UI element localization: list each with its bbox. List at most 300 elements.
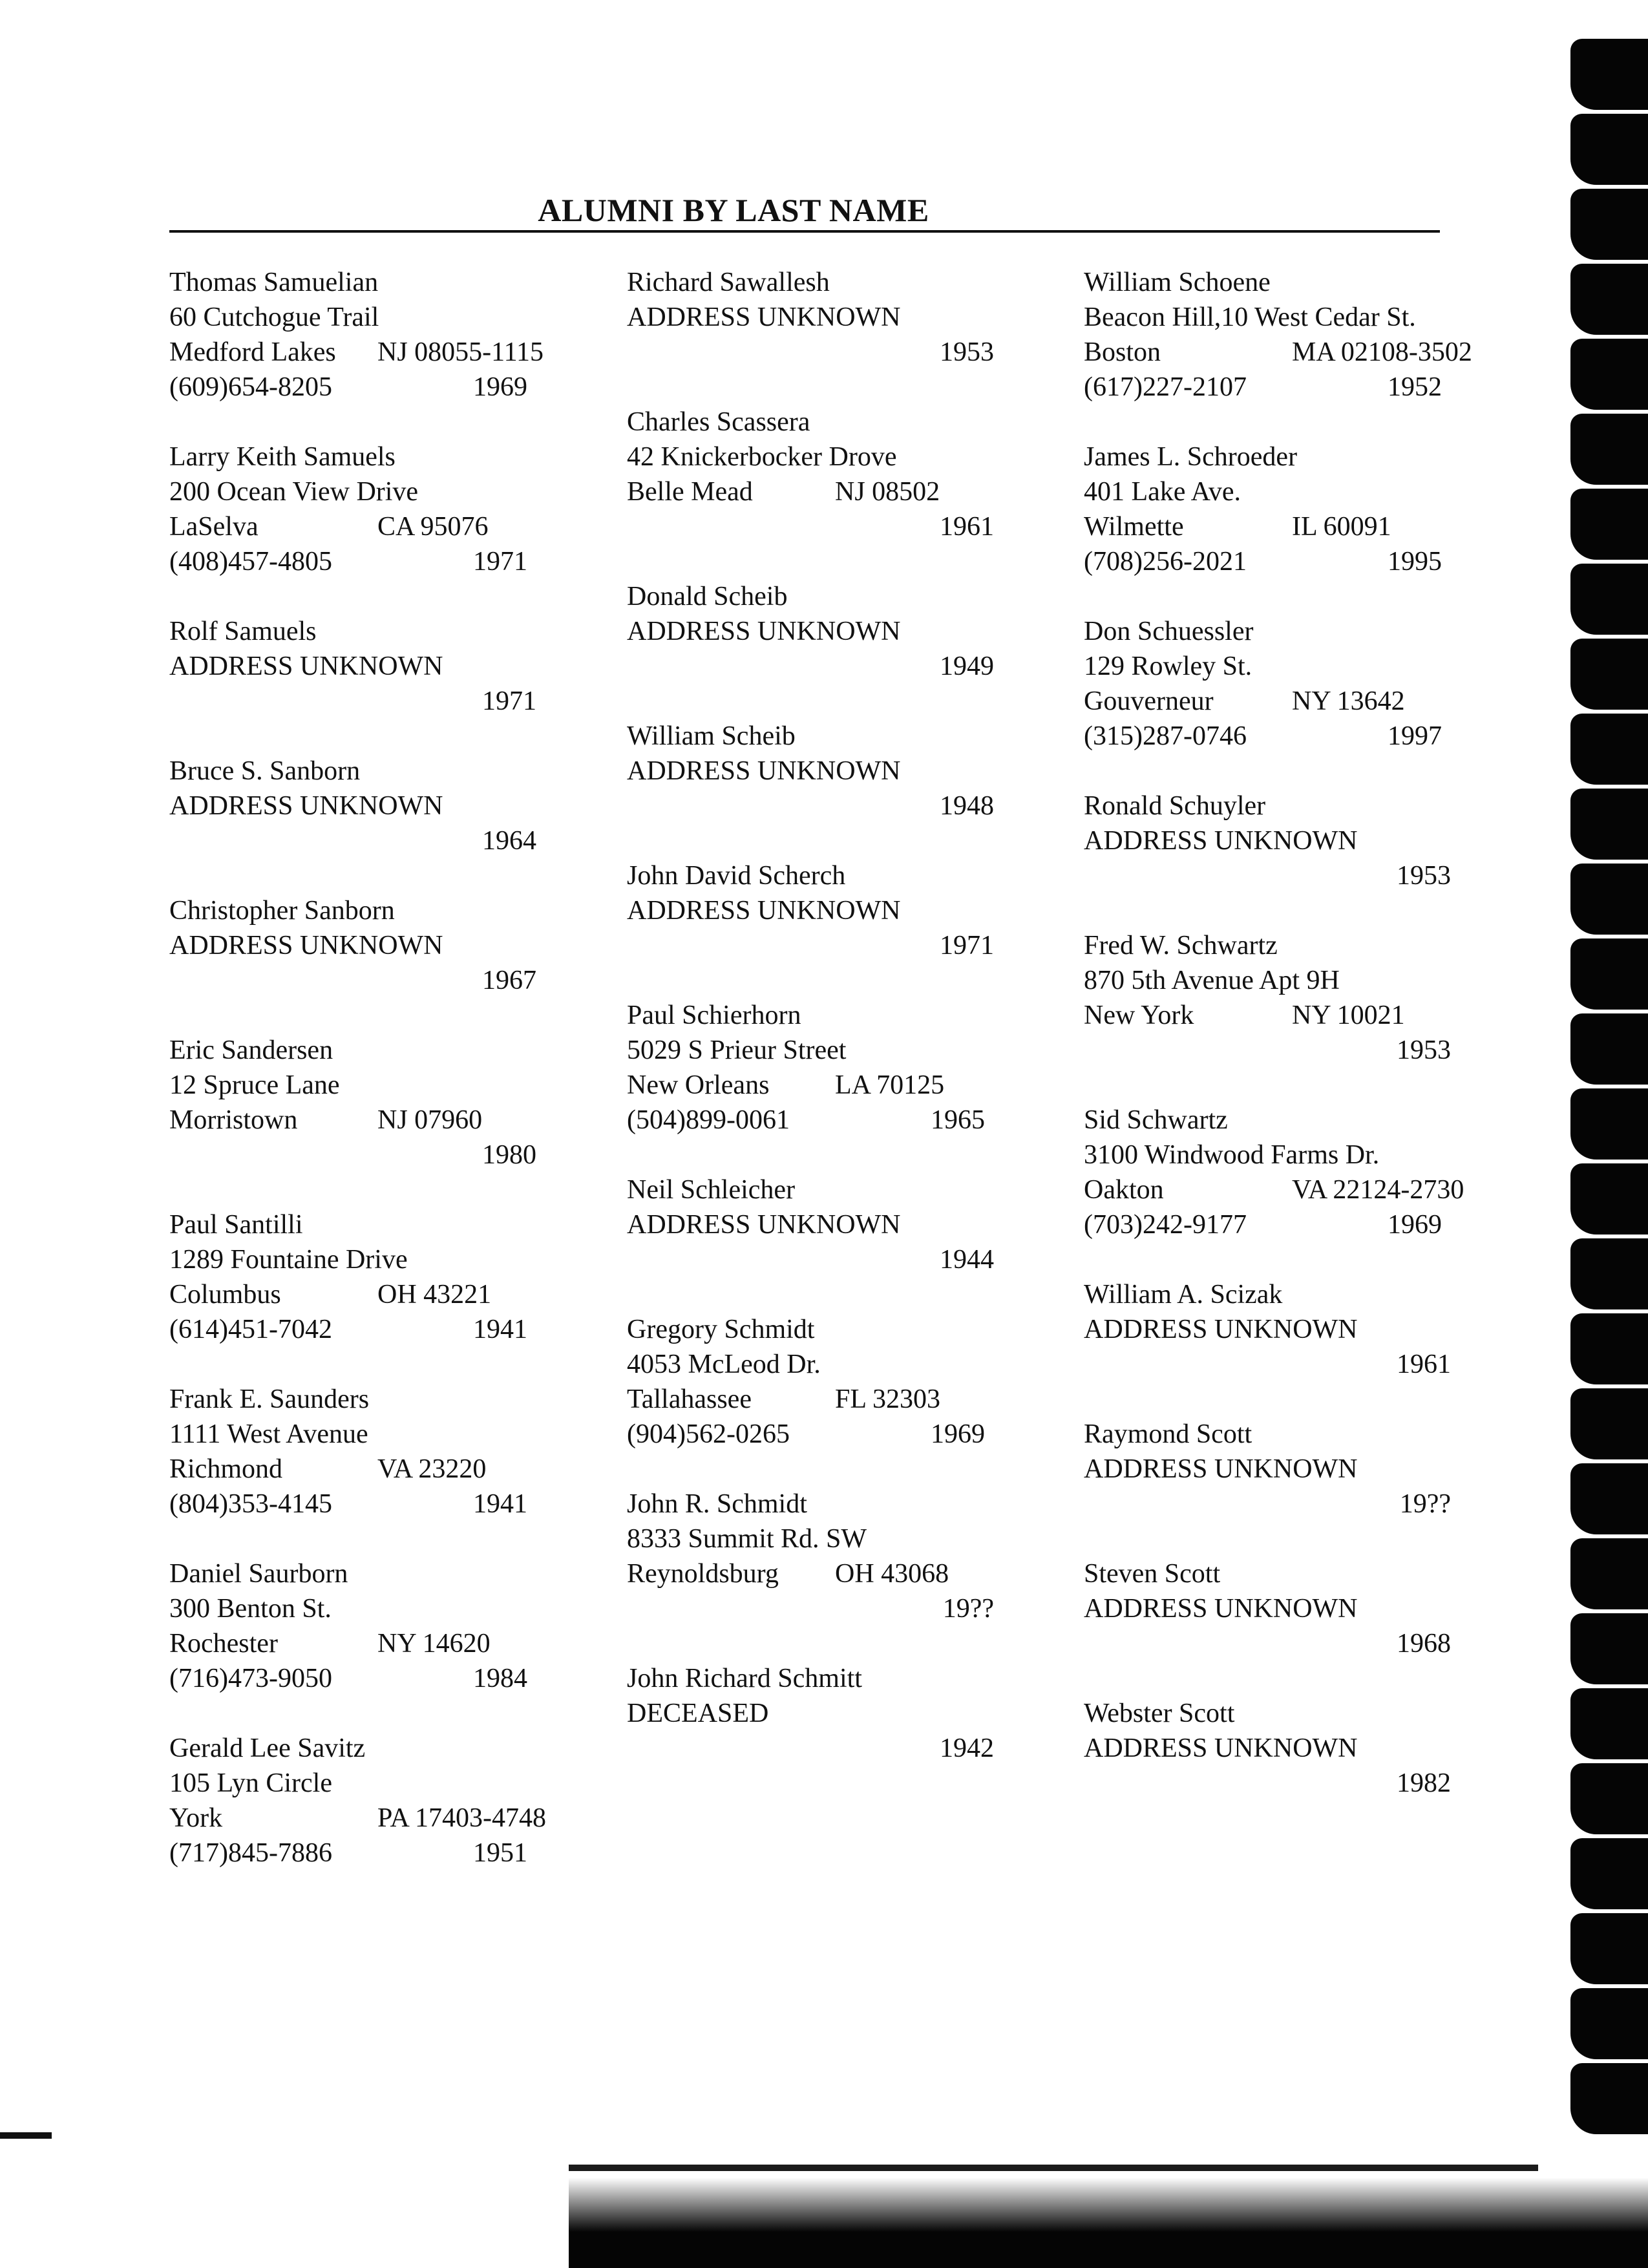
entry-line — [627, 1487, 1041, 1521]
alumni-year: 1961 — [1397, 1350, 1451, 1379]
alumni-street: 300 Benton St. — [169, 1594, 332, 1624]
entry-line — [169, 893, 583, 928]
entry-line — [627, 1242, 1041, 1277]
entry-line — [1084, 474, 1497, 509]
entry-line — [169, 1801, 583, 1836]
entry-line — [169, 1242, 583, 1277]
alumni-year: 1969 — [473, 372, 527, 402]
alumni-city: Wilmette — [1084, 512, 1184, 542]
alumni-column-2 — [627, 265, 1041, 1801]
alumni-state-zip: PA 17403-4748 — [377, 1803, 547, 1833]
entry-line — [627, 754, 1041, 789]
alumni-year: 1941 — [473, 1315, 527, 1344]
binding-hole — [1570, 1988, 1648, 2059]
alumni-entry — [1084, 265, 1497, 405]
entry-line — [1084, 370, 1497, 405]
alumni-year: 1961 — [940, 512, 994, 542]
binding-hole — [1570, 39, 1648, 110]
alumni-street: ADDRESS UNKNOWN — [627, 896, 901, 926]
alumni-year: 1971 — [482, 686, 536, 716]
entry-line — [627, 474, 1041, 509]
alumni-street: 401 Lake Ave. — [1084, 477, 1241, 507]
entry-line — [627, 300, 1041, 335]
binding-hole — [1570, 1913, 1648, 1984]
alumni-city: Columbus — [169, 1280, 281, 1309]
alumni-city: Tallahassee — [627, 1384, 752, 1414]
binding-hole — [1570, 489, 1648, 560]
alumni-state-zip: NJ 07960 — [377, 1105, 483, 1135]
alumni-year: 19?? — [942, 1594, 994, 1624]
entry-line — [1084, 1591, 1497, 1626]
entry-line — [169, 1033, 583, 1068]
alumni-year: 1949 — [940, 652, 994, 681]
alumni-name: Steven Scott — [1084, 1559, 1221, 1589]
alumni-name: Paul Schierhorn — [627, 1001, 801, 1030]
entry-line — [169, 1207, 583, 1242]
entry-line — [169, 1731, 583, 1766]
alumni-name: Charles Scassera — [627, 407, 810, 437]
alumni-entry — [1084, 440, 1497, 579]
entry-line — [1084, 1172, 1497, 1207]
alumni-state-zip: IL 60091 — [1292, 512, 1391, 542]
alumni-name: James L. Schroeder — [1084, 442, 1298, 472]
entry-line — [169, 1382, 583, 1417]
alumni-entry — [627, 719, 1041, 823]
alumni-entry — [627, 858, 1041, 963]
entry-line — [169, 1452, 583, 1487]
entry-line — [1084, 265, 1497, 300]
entry-line — [169, 474, 583, 509]
alumni-street: 200 Ocean View Drive — [169, 477, 419, 507]
alumni-entry — [169, 754, 583, 858]
title-rule — [169, 230, 1440, 233]
alumni-entry — [1084, 1696, 1497, 1801]
entry-line — [169, 928, 583, 963]
alumni-state-zip: VA 23220 — [377, 1454, 487, 1484]
alumni-entry — [627, 1312, 1041, 1452]
alumni-city: Gouverneur — [1084, 686, 1214, 716]
alumni-name: Eric Sandersen — [169, 1035, 333, 1065]
entry-line — [169, 1068, 583, 1103]
binding-hole — [1570, 1238, 1648, 1309]
alumni-state-zip: VA 22124-2730 — [1292, 1175, 1464, 1205]
entry-line — [169, 265, 583, 300]
alumni-entry — [627, 405, 1041, 544]
entry-line — [627, 1312, 1041, 1347]
entry-line — [169, 509, 583, 544]
binding-hole — [1570, 189, 1648, 260]
alumni-year: 1997 — [1388, 721, 1442, 751]
alumni-name: Gerald Lee Savitz — [169, 1733, 366, 1763]
alumni-name: Raymond Scott — [1084, 1419, 1252, 1449]
entry-line — [169, 789, 583, 823]
entry-line — [1084, 544, 1497, 579]
alumni-year: 1971 — [940, 931, 994, 960]
binding-hole — [1570, 339, 1648, 410]
alumni-entry — [627, 265, 1041, 370]
alumni-state-zip: MA 02108-3502 — [1292, 337, 1472, 367]
alumni-street: 870 5th Avenue Apt 9H — [1084, 966, 1340, 995]
entry-line — [1084, 1138, 1497, 1172]
alumni-street: 4053 McLeod Dr. — [627, 1350, 821, 1379]
binding-hole — [1570, 864, 1648, 935]
entry-line — [169, 1417, 583, 1452]
binding-hole — [1570, 414, 1648, 485]
entry-line — [169, 1103, 583, 1138]
entry-line — [169, 544, 583, 579]
binding-hole — [1570, 2063, 1648, 2134]
entry-line — [1084, 1277, 1497, 1312]
alumni-name: William Scheib — [627, 721, 796, 751]
entry-line — [1084, 1417, 1497, 1452]
alumni-state-zip: OH 43221 — [377, 1280, 492, 1309]
entry-line — [627, 1696, 1041, 1731]
alumni-name: John David Scherch — [627, 861, 846, 891]
alumni-name: Donald Scheib — [627, 582, 788, 611]
binding-hole — [1570, 1088, 1648, 1160]
alumni-column-3 — [1084, 265, 1497, 1836]
entry-line — [1084, 963, 1497, 998]
alumni-year: 1969 — [931, 1419, 985, 1449]
entry-line — [169, 300, 583, 335]
binding-hole — [1570, 1613, 1648, 1684]
entry-line — [1084, 684, 1497, 719]
entry-line — [1084, 1452, 1497, 1487]
alumni-state-zip: NJ 08502 — [835, 477, 940, 507]
alumni-name: John Richard Schmitt — [627, 1664, 862, 1693]
alumni-entry — [1084, 614, 1497, 754]
entry-line — [627, 1068, 1041, 1103]
alumni-name: Webster Scott — [1084, 1699, 1235, 1728]
entry-line — [627, 858, 1041, 893]
entry-line — [1084, 823, 1497, 858]
entry-line — [627, 579, 1041, 614]
alumni-state-zip: NY 13642 — [1292, 686, 1405, 716]
entry-line — [1084, 1487, 1497, 1521]
entry-line — [1084, 789, 1497, 823]
entry-line — [169, 614, 583, 649]
binding-hole — [1570, 714, 1648, 785]
alumni-entry — [169, 614, 583, 719]
alumni-phone: (904)562-0265 — [627, 1419, 790, 1449]
entry-line — [169, 335, 583, 370]
binding-hole — [1570, 1463, 1648, 1534]
entry-line — [1084, 509, 1497, 544]
alumni-street: ADDRESS UNKNOWN — [1084, 1594, 1358, 1624]
entry-line — [1084, 719, 1497, 754]
entry-line — [627, 1591, 1041, 1626]
alumni-phone: (609)654-8205 — [169, 372, 332, 402]
alumni-name: Paul Santilli — [169, 1210, 303, 1240]
entry-line — [627, 789, 1041, 823]
alumni-city: New York — [1084, 1001, 1194, 1030]
alumni-state-zip: NJ 08055-1115 — [377, 337, 544, 367]
alumni-year: 1980 — [482, 1140, 536, 1170]
entry-line — [169, 649, 583, 684]
alumni-city: Belle Mead — [627, 477, 753, 507]
binding-hole — [1570, 264, 1648, 335]
alumni-name: Thomas Samuelian — [169, 268, 379, 297]
alumni-street: 12 Spruce Lane — [169, 1070, 340, 1100]
entry-line — [169, 370, 583, 405]
alumni-street: 1289 Fountaine Drive — [169, 1245, 408, 1275]
alumni-street: ADDRESS UNKNOWN — [169, 652, 443, 681]
binding-hole — [1570, 789, 1648, 860]
alumni-year: 1944 — [940, 1245, 994, 1275]
alumni-entry — [169, 1731, 583, 1871]
alumni-street: 5029 S Prieur Street — [627, 1035, 847, 1065]
entry-line — [627, 1556, 1041, 1591]
binding-hole — [1570, 1538, 1648, 1609]
alumni-street: ADDRESS UNKNOWN — [627, 756, 901, 786]
alumni-name: Larry Keith Samuels — [169, 442, 396, 472]
alumni-entry — [169, 265, 583, 405]
alumni-year: 1948 — [940, 791, 994, 821]
alumni-street: ADDRESS UNKNOWN — [1084, 1454, 1358, 1484]
alumni-year: 1971 — [473, 547, 527, 577]
entry-line — [627, 1661, 1041, 1696]
alumni-phone: (315)287-0746 — [1084, 721, 1247, 751]
alumni-year: 1953 — [940, 337, 994, 367]
entry-line — [169, 823, 583, 858]
entry-line — [627, 719, 1041, 754]
entry-line — [627, 614, 1041, 649]
entry-line — [627, 1347, 1041, 1382]
alumni-year: 1967 — [482, 966, 536, 995]
alumni-year: 1953 — [1397, 861, 1451, 891]
entry-line — [169, 1138, 583, 1172]
entry-line — [169, 1556, 583, 1591]
spiral-binding-holes — [1558, 0, 1648, 2268]
alumni-year: 1965 — [931, 1105, 985, 1135]
alumni-city: Medford Lakes — [169, 337, 336, 367]
alumni-name: John R. Schmidt — [627, 1489, 807, 1519]
binding-hole — [1570, 1763, 1648, 1834]
alumni-city: Rochester — [169, 1629, 278, 1659]
entry-line — [1084, 300, 1497, 335]
alumni-entry — [627, 1172, 1041, 1277]
alumni-phone: (614)451-7042 — [169, 1315, 332, 1344]
alumni-entry — [169, 1556, 583, 1696]
entry-line — [627, 265, 1041, 300]
alumni-name: William Schoene — [1084, 268, 1271, 297]
binding-hole — [1570, 1688, 1648, 1759]
alumni-year: 1969 — [1388, 1210, 1442, 1240]
alumni-name: Gregory Schmidt — [627, 1315, 815, 1344]
alumni-street: ADDRESS UNKNOWN — [627, 1210, 901, 1240]
entry-line — [169, 1661, 583, 1696]
alumni-name: Neil Schleicher — [627, 1175, 796, 1205]
entry-line — [169, 1626, 583, 1661]
entry-line — [169, 684, 583, 719]
alumni-entry — [1084, 928, 1497, 1068]
alumni-name: Christopher Sanborn — [169, 896, 395, 926]
entry-line — [627, 928, 1041, 963]
binding-hole — [1570, 564, 1648, 635]
alumni-year: 1952 — [1388, 372, 1442, 402]
alumni-street: ADDRESS UNKNOWN — [627, 302, 901, 332]
entry-line — [627, 1521, 1041, 1556]
alumni-year: 1982 — [1397, 1768, 1451, 1798]
alumni-year: 1968 — [1397, 1629, 1451, 1659]
alumni-city: Boston — [1084, 337, 1161, 367]
alumni-name: Rolf Samuels — [169, 617, 317, 646]
binding-hole — [1570, 938, 1648, 1010]
entry-line — [169, 1277, 583, 1312]
alumni-street: ADDRESS UNKNOWN — [1084, 826, 1358, 856]
entry-line — [1084, 1766, 1497, 1801]
entry-line — [169, 1766, 583, 1801]
alumni-street: ADDRESS UNKNOWN — [1084, 1733, 1358, 1763]
entry-line — [1084, 928, 1497, 963]
alumni-street: 105 Lyn Circle — [169, 1768, 332, 1798]
alumni-city: New Orleans — [627, 1070, 770, 1100]
entry-line — [627, 998, 1041, 1033]
entry-line — [627, 1382, 1041, 1417]
alumni-year: 1951 — [473, 1838, 527, 1868]
entry-line — [627, 1033, 1041, 1068]
entry-line — [627, 1103, 1041, 1138]
alumni-entry — [1084, 1556, 1497, 1661]
alumni-street: 8333 Summit Rd. SW — [627, 1524, 867, 1554]
alumni-city: LaSelva — [169, 512, 259, 542]
entry-line — [1084, 649, 1497, 684]
binding-hole — [1570, 1388, 1648, 1459]
entry-line — [169, 1312, 583, 1347]
alumni-street: 129 Rowley St. — [1084, 652, 1252, 681]
alumni-phone: (804)353-4145 — [169, 1489, 332, 1519]
alumni-street: Beacon Hill,10 West Cedar St. — [1084, 302, 1416, 332]
alumni-street: ADDRESS UNKNOWN — [627, 617, 901, 646]
entry-line — [169, 754, 583, 789]
alumni-year: 1995 — [1388, 547, 1442, 577]
alumni-phone: (504)899-0061 — [627, 1105, 790, 1135]
alumni-entry — [1084, 789, 1497, 893]
alumni-name: Daniel Saurborn — [169, 1559, 348, 1589]
alumni-phone: (617)227-2107 — [1084, 372, 1247, 402]
alumni-name: Frank E. Saunders — [169, 1384, 370, 1414]
binding-hole — [1570, 1013, 1648, 1085]
alumni-entry — [1084, 1417, 1497, 1521]
alumni-name: Don Schuessler — [1084, 617, 1254, 646]
entry-line — [1084, 1556, 1497, 1591]
entry-line — [627, 1172, 1041, 1207]
entry-line — [627, 509, 1041, 544]
alumni-state-zip: FL 32303 — [835, 1384, 940, 1414]
alumni-street: 42 Knickerbocker Drove — [627, 442, 897, 472]
alumni-name: Richard Sawallesh — [627, 268, 830, 297]
alumni-year: 1953 — [1397, 1035, 1451, 1065]
alumni-city: Reynoldsburg — [627, 1559, 779, 1589]
alumni-entry — [627, 1487, 1041, 1626]
alumni-street: 60 Cutchogue Trail — [169, 302, 379, 332]
entry-line — [169, 1836, 583, 1871]
entry-line — [1084, 1696, 1497, 1731]
scan-mark — [0, 2132, 52, 2139]
entry-line — [627, 649, 1041, 684]
page-title: ALUMNI BY LAST NAME — [538, 192, 929, 228]
binding-hole — [1570, 1313, 1648, 1384]
alumni-state-zip: OH 43068 — [835, 1559, 949, 1589]
alumni-entry — [169, 1207, 583, 1347]
entry-line — [169, 1487, 583, 1521]
alumni-year: 1964 — [482, 826, 536, 856]
scan-shadow — [569, 2178, 1648, 2268]
alumni-year: 19?? — [1399, 1489, 1451, 1519]
entry-line — [169, 963, 583, 998]
alumni-entry — [627, 998, 1041, 1138]
alumni-name: Bruce S. Sanborn — [169, 756, 361, 786]
alumni-entry — [169, 1033, 583, 1172]
alumni-street: 3100 Windwood Farms Dr. — [1084, 1140, 1380, 1170]
alumni-year: 1941 — [473, 1489, 527, 1519]
entry-line — [1084, 440, 1497, 474]
entry-line — [627, 405, 1041, 440]
entry-line — [1084, 1033, 1497, 1068]
alumni-street: ADDRESS UNKNOWN — [1084, 1315, 1358, 1344]
entry-line — [1084, 1731, 1497, 1766]
alumni-city: Oakton — [1084, 1175, 1164, 1205]
alumni-city: Morristown — [169, 1105, 298, 1135]
entry-line — [1084, 614, 1497, 649]
alumni-street: ADDRESS UNKNOWN — [169, 791, 443, 821]
entry-line — [627, 1207, 1041, 1242]
entry-line — [1084, 1207, 1497, 1242]
alumni-entry — [627, 1661, 1041, 1766]
alumni-city: Richmond — [169, 1454, 282, 1484]
alumni-name: Ronald Schuyler — [1084, 791, 1266, 821]
binding-hole — [1570, 114, 1648, 185]
alumni-state-zip: NY 10021 — [1292, 1001, 1405, 1030]
alumni-name: William A. Scizak — [1084, 1280, 1283, 1309]
alumni-entry — [169, 893, 583, 998]
entry-line — [1084, 858, 1497, 893]
alumni-phone: (703)242-9177 — [1084, 1210, 1247, 1240]
alumni-phone: (408)457-4805 — [169, 547, 332, 577]
alumni-street: ADDRESS UNKNOWN — [169, 931, 443, 960]
alumni-entry — [1084, 1103, 1497, 1242]
entry-line — [169, 1591, 583, 1626]
alumni-entry — [1084, 1277, 1497, 1382]
entry-line — [1084, 335, 1497, 370]
scan-edge-line — [569, 2165, 1538, 2171]
entry-line — [627, 1417, 1041, 1452]
entry-line — [1084, 1347, 1497, 1382]
alumni-name: Fred W. Schwartz — [1084, 931, 1278, 960]
alumni-entry — [627, 579, 1041, 684]
entry-line — [1084, 998, 1497, 1033]
entry-line — [627, 440, 1041, 474]
binding-hole — [1570, 639, 1648, 710]
alumni-state-zip: CA 95076 — [377, 512, 489, 542]
alumni-entry — [169, 1382, 583, 1521]
entry-line — [627, 335, 1041, 370]
entry-line — [1084, 1103, 1497, 1138]
entry-line — [627, 1731, 1041, 1766]
alumni-phone: (708)256-2021 — [1084, 547, 1247, 577]
binding-hole — [1570, 1163, 1648, 1235]
alumni-year: 1942 — [940, 1733, 994, 1763]
alumni-year: 1984 — [473, 1664, 527, 1693]
alumni-state-zip: LA 70125 — [835, 1070, 945, 1100]
alumni-phone: (716)473-9050 — [169, 1664, 332, 1693]
entry-line — [1084, 1626, 1497, 1661]
alumni-city: York — [169, 1803, 223, 1833]
alumni-name: Sid Schwartz — [1084, 1105, 1228, 1135]
alumni-column-1 — [169, 265, 583, 1905]
alumni-state-zip: NY 14620 — [377, 1629, 491, 1659]
binding-hole — [1570, 1838, 1648, 1909]
